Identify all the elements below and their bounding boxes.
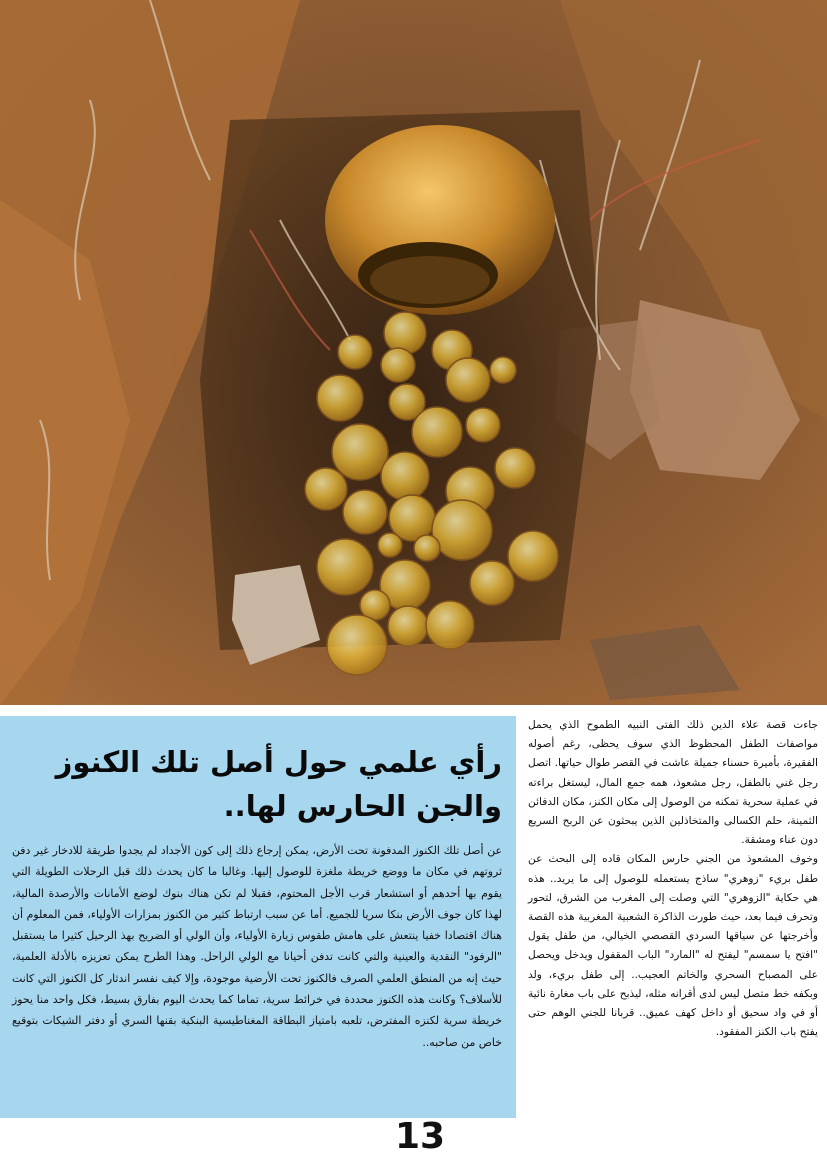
page-number: 13: [394, 1116, 446, 1157]
sidebar-box: [0, 716, 516, 1118]
article-paragraph: جاءت قصة علاء الدين ذلك الفتى النبيه الطموح الذي يحمل مواصفات الطفل المحظوظ الذي سوف يحظى، رغم أصوله الفقيرة، بأميرة حسناء جميلة عاشت في القصر طوال حياتها. اتصل رجل غني بالطفل، رجل مشعوذ، همه جمع المال، ليستغل براءته في عملية سحرية تمكنه من الوصول إلى مكان الكنز، مكان الدفائن الثمينة، حلم الكسالى والمتخاذلين الذين يبحثون عن الربح السريع دون عناء ومشقة.: [528, 719, 818, 847]
article-right-column: [528, 716, 818, 1126]
box-title: رأي علمي حول أصل تلك الكنوز والجن الحارس لها..: [55, 745, 502, 823]
article-paragraph: وخوف المشعوذ من الجني حارس المكان قاده إلى البحث عن طفل بريء "زوهري" ساذج يستعمله للوصول إلى ما يريد.. هذه هي حكاية "الزوهري" التي وصلت إلى المغرب من الشرق، لتحور وتحرف فيما بعد، حيث طورت الذاكرة الشعبية المغربية هذه القصة وأخرجتها عن سياقها السردي القصصي الخيالي، من طفل يقول "افتح يا سمسم" ليفتح له "المارد" الباب المقفول ويدخل ويحصل على المصباح السحري والخاتم العجيب.. إلى طفل بريء، ولد وبكفه خط متصل ليس لدى أقرانه مثله، ليذبح على باب مغارة نائية أو في واد سحيق أو داخل كهف عميق.. قربانا للجني الوهم حتى يفتح باب الكنز المفقود.: [528, 853, 818, 1039]
box-body: عن أصل تلك الكنوز المدفونة تحت الأرض، يمكن إرجاع ذلك إلى كون الأجداد لم يجدوا طريقة للادخار غير دفن ثروتهم في مكان ما ووضع خريطة ملغزة للوصول إليها. وغالبا ما كان يحدث ذلك قبل الرحلات الطويلة التي يقوم بها أحدهم أو استشعار قرب الأجل المحتوم، فقبلا لم تكن هناك بنوك لوضع الأمانات والأرصدة المالية، لهذا كان جوف الأرض بنكا سريا للجميع. أما عن سبب ارتباط كثير من الكنوز بمزارات الأولياء، فمن المعلوم أن هناك اقتصادا خفيا ينتعش على هامش طقوس زيارة الأولياء، وأن الولي أو الضريح بهذ الرحيل كثيرا ما يستقبل "الرفود" النقدية والعينية والتي كانت تدفن أحيانا مع الولي الراحل. وهذا الطرح يمكن تعزيزه بالأدلة العلمية، حيث إنه من المنطق العلمي الصرف فالكنوز تحت الأرضية موجودة، وإلا كيف نفسر اندثار كل الكنوز التي كانت للأسلاف؟ وكانت هذه الكنوز محددة في خرائط سرية، تماما كما يحدث اليوم بفارق بسيط، فكل واحد منا يحوز خريطة سرية لكنزه المفترض، تلعبه بامتياز البطاقة المغناطيسية البنكية بقنها السري أو دفتر الشيكات بتوقيع خاص من صاحبه..: [12, 844, 502, 1049]
